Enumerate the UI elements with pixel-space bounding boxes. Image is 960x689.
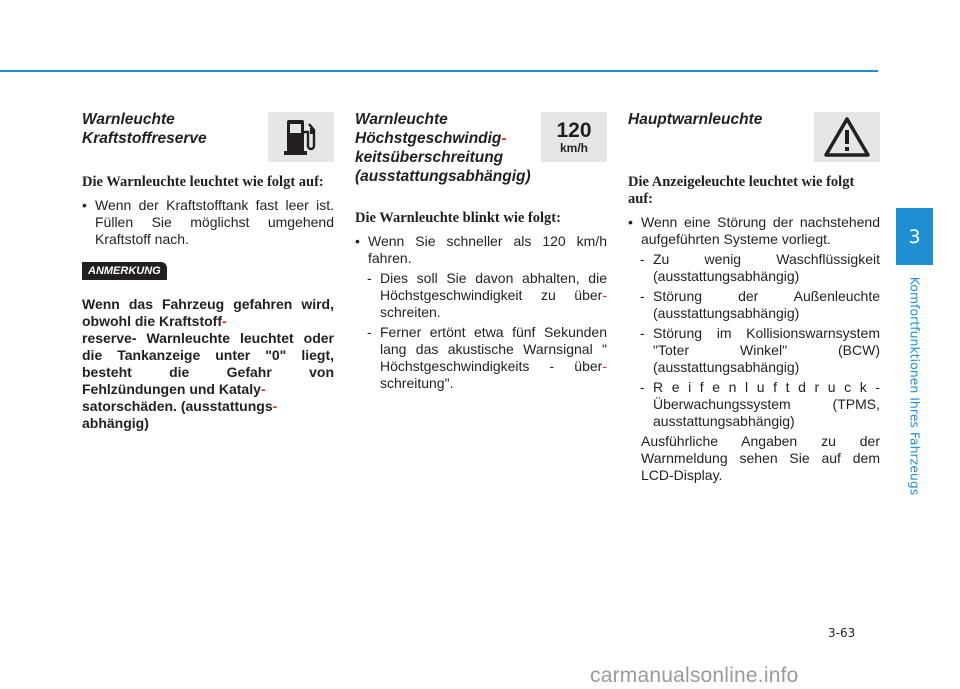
section-title: Warnleuchte Höchstgeschwindig- keitsüberschreitung (ausstattungsabhängig) (355, 111, 531, 185)
top-rule (0, 70, 878, 72)
section-subtitle: Die Anzeigeleuchte leuchtet wie folgt auf: (628, 174, 855, 207)
warning-triangle-icon (814, 112, 880, 162)
section-fuel-reserve (82, 110, 334, 432)
chapter-tab: 3 (896, 208, 933, 265)
sub-list-item: - Ferner ertönt etwa fünf Sekunden lang das akustische Warnsignal " Höchstgeschwindigkeits - über- schreitung". (367, 324, 607, 391)
note-text: Wenn das Fahrzeug gefahren wird, obwohl die Kraftstoff- reserve- Warnleuchte leuchtet oder die Tankanzeige unter "0" liegt, besteht die Gefahr von Fehlzündungen und Kataly- satorschäden. (ausstattungs- abhängig) (82, 296, 334, 431)
section-master-warning (628, 110, 880, 484)
chapter-title: Komfortfunktionen Ihres Fahrzeugs (907, 276, 923, 496)
note-label: ANMERKUNG (82, 262, 167, 280)
section-title: Hauptwarnleuchte (628, 111, 763, 128)
section-subtitle: Die Warnleuchte leuchtet wie folgt auf: (82, 174, 324, 190)
speed-value: 120 (556, 119, 592, 142)
sub-list-item: - R e i f e n l u f t d r u c k - Überwachungssystem (TPMS, ausstattungsabhängig) (640, 379, 880, 429)
list-item: • Wenn eine Störung der nachstehend aufgeführten Systeme vorliegt. (628, 214, 880, 247)
speed-unit: km/h (559, 141, 588, 155)
section-header (82, 110, 334, 166)
fuel-pump-icon (268, 112, 334, 162)
sub-list-item: - Dies soll Sie davon abhalten, die Höchstgeschwindigkeit zu über- schreiten. (367, 270, 607, 320)
sub-list-item: - Zu wenig Waschflüssigkeit (ausstattungsabhängig) (640, 251, 880, 284)
section-title: Warnleuchte Kraftstoffreserve (82, 111, 207, 147)
section-speed-warning (355, 110, 607, 392)
speed-limit-icon (541, 112, 607, 162)
section-subtitle: Die Warnleuchte blinkt wie folgt: (355, 210, 561, 226)
sub-list-item: - Störung im Kollisionswarnsystem "Toter Winkel" (BCW) (ausstattungsabhängig) (640, 325, 880, 375)
closing-text: Ausführliche Angaben zu der Warnmeldung sehen Sie auf dem LCD-Display. (641, 433, 880, 483)
list-item: • Wenn Sie schneller als 120 km/h fahren. (355, 233, 607, 266)
page-number: 3-63 (828, 626, 856, 640)
list-item: • Wenn der Kraftstofftank fast leer ist. Füllen Sie möglichst umgehend Kraftstoff nach. (82, 197, 334, 247)
section-header (628, 110, 880, 166)
sub-list-item: - Störung der Außenleuchte (ausstattungsabhängig) (640, 288, 880, 321)
section-header (355, 110, 607, 186)
watermark: carmanualsonline.info (590, 664, 799, 687)
